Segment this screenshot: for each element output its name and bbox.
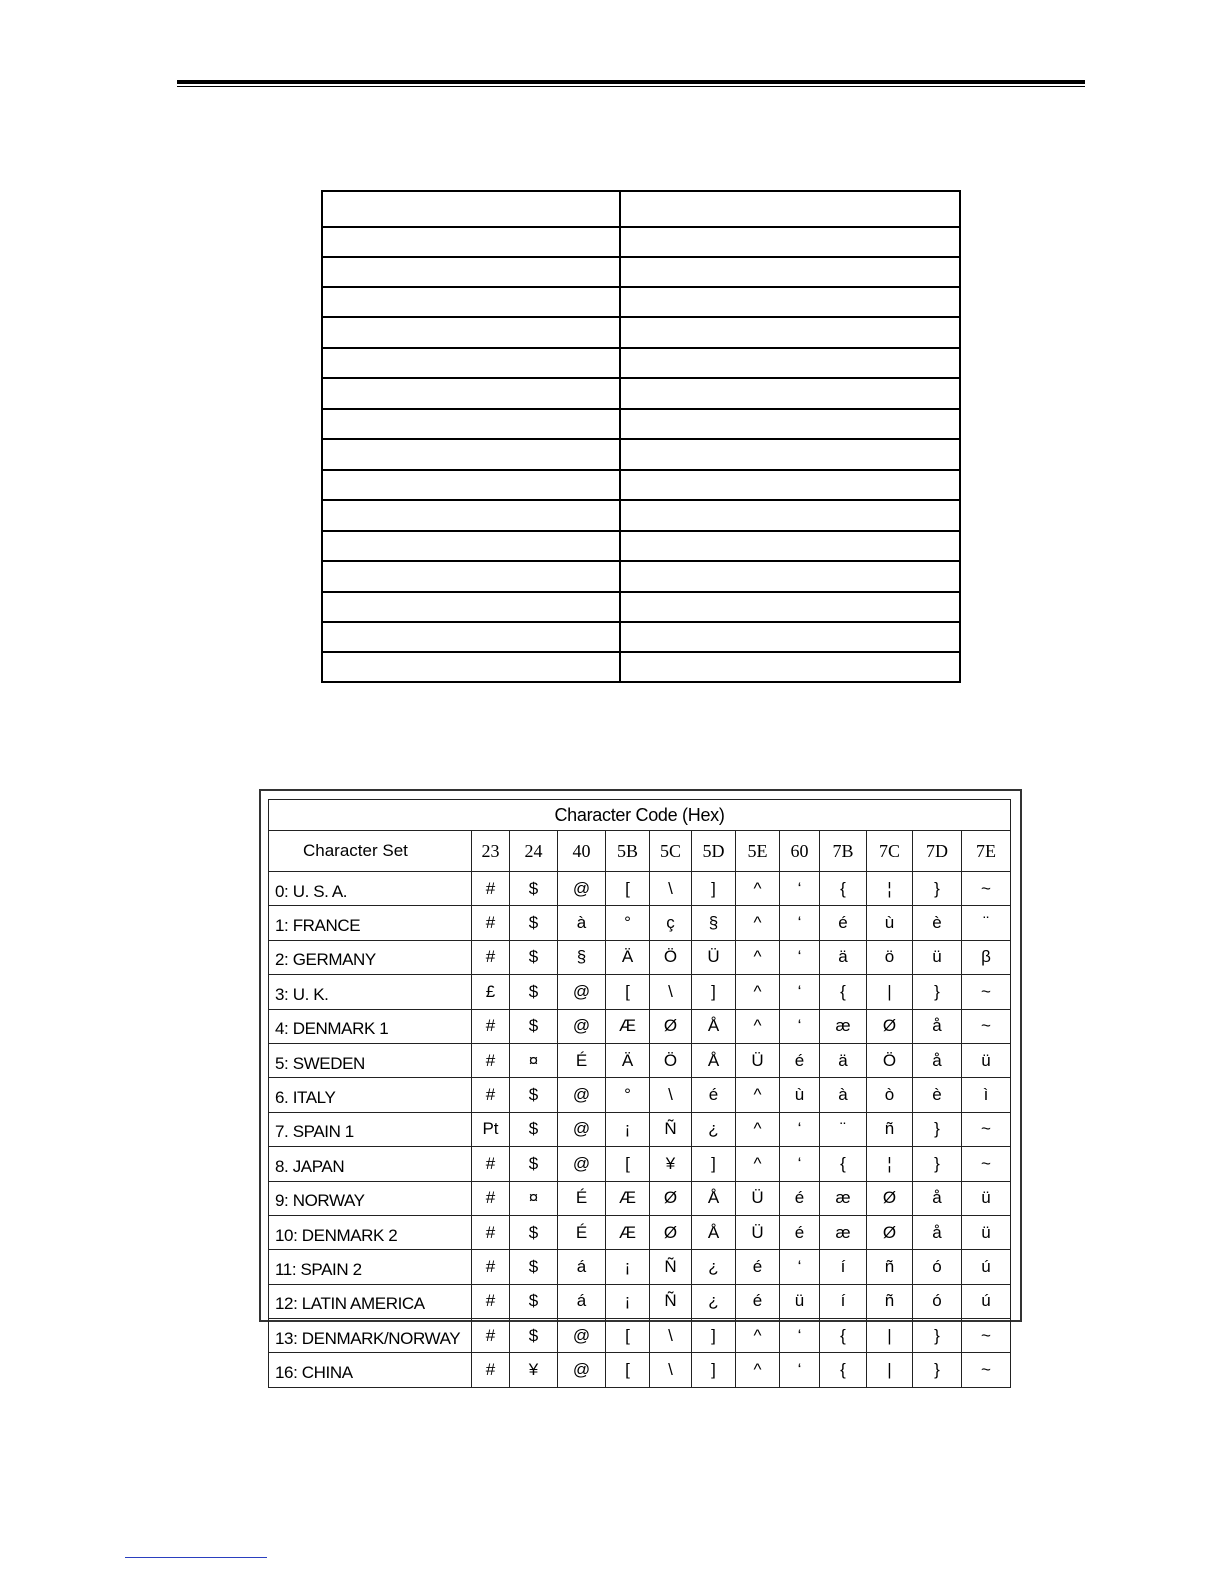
character-cell: Ø xyxy=(650,1009,692,1043)
character-cell: \ xyxy=(650,872,692,906)
character-cell: Ü xyxy=(692,940,736,974)
character-cell: ü xyxy=(780,1284,820,1318)
character-cell: ‘ xyxy=(780,1147,820,1181)
table-row xyxy=(269,1078,1011,1112)
character-cell: Å xyxy=(692,1215,736,1249)
character-cell: £ xyxy=(472,975,510,1009)
character-cell: Ñ xyxy=(650,1250,692,1284)
character-cell: ^ xyxy=(736,1147,780,1181)
character-cell: ^ xyxy=(736,1353,780,1387)
table-row xyxy=(269,1319,1011,1353)
character-cell: ä xyxy=(820,940,867,974)
character-set-name: 3: U. K. xyxy=(269,975,472,1009)
table-rule xyxy=(323,316,959,318)
table-row xyxy=(269,1250,1011,1284)
character-cell: ‘ xyxy=(780,906,820,940)
character-cell: @ xyxy=(558,1112,606,1146)
character-cell: ¿ xyxy=(692,1112,736,1146)
character-cell: # xyxy=(472,906,510,940)
character-cell: | xyxy=(867,1353,913,1387)
character-cell: { xyxy=(820,975,867,1009)
character-set-name: 9: NORWAY xyxy=(269,1181,472,1215)
table-rule xyxy=(323,347,959,349)
character-set-name: 11: SPAIN 2 xyxy=(269,1250,472,1284)
empty-ruled-table xyxy=(321,190,961,683)
table-row xyxy=(269,1043,1011,1077)
table-rule xyxy=(323,621,959,623)
character-cell: @ xyxy=(558,1353,606,1387)
character-cell: ì xyxy=(962,1078,1011,1112)
character-set-name: 13: DENMARK/NORWAY xyxy=(269,1319,472,1353)
character-cell: } xyxy=(913,1319,962,1353)
table-rule xyxy=(323,408,959,410)
character-cell: ¥ xyxy=(510,1353,558,1387)
character-cell: } xyxy=(913,872,962,906)
character-cell: Ø xyxy=(867,1215,913,1249)
character-cell: @ xyxy=(558,1147,606,1181)
table-rule xyxy=(323,469,959,471)
character-set-name: 16: CHINA xyxy=(269,1353,472,1387)
character-cell: ü xyxy=(962,1215,1011,1249)
character-cell: ‘ xyxy=(780,975,820,1009)
character-cell: ç xyxy=(650,906,692,940)
character-cell: { xyxy=(820,1147,867,1181)
character-set-name: 8. JAPAN xyxy=(269,1147,472,1181)
character-cell: ^ xyxy=(736,975,780,1009)
character-cell: ¤ xyxy=(510,1181,558,1215)
character-cell: æ xyxy=(820,1009,867,1043)
character-cell: è xyxy=(913,1078,962,1112)
table-title: Character Code (Hex) xyxy=(269,800,1011,831)
character-cell: å xyxy=(913,1215,962,1249)
character-cell: ° xyxy=(606,906,650,940)
hex-column-header: 23 xyxy=(472,831,510,872)
character-cell: @ xyxy=(558,1009,606,1043)
character-cell: ù xyxy=(867,906,913,940)
character-cell: ‘ xyxy=(780,1112,820,1146)
character-cell: Ö xyxy=(650,1043,692,1077)
character-cell: Ø xyxy=(650,1181,692,1215)
hex-column-header: 5E xyxy=(736,831,780,872)
character-cell: $ xyxy=(510,1009,558,1043)
character-cell: ~ xyxy=(962,1112,1011,1146)
character-cell: # xyxy=(472,1147,510,1181)
table-rule xyxy=(323,499,959,501)
character-cell: é xyxy=(820,906,867,940)
character-cell: ¡ xyxy=(606,1284,650,1318)
character-set-name: 1: FRANCE xyxy=(269,906,472,940)
hex-column-header: 40 xyxy=(558,831,606,872)
character-set-name: 0: U. S. A. xyxy=(269,872,472,906)
character-cell: ‘ xyxy=(780,1250,820,1284)
hex-column-header: 5D xyxy=(692,831,736,872)
character-cell: å xyxy=(913,1009,962,1043)
character-cell: § xyxy=(558,940,606,974)
character-cell: ¿ xyxy=(692,1284,736,1318)
character-cell: ] xyxy=(692,1147,736,1181)
character-cell: ¡ xyxy=(606,1250,650,1284)
table-rule xyxy=(323,530,959,532)
character-cell: # xyxy=(472,1250,510,1284)
character-cell: Ø xyxy=(650,1215,692,1249)
character-cell: \ xyxy=(650,1353,692,1387)
character-cell: } xyxy=(913,1147,962,1181)
character-cell: Ø xyxy=(867,1009,913,1043)
character-cell: $ xyxy=(510,1319,558,1353)
character-cell: é xyxy=(780,1215,820,1249)
character-cell: } xyxy=(913,975,962,1009)
character-cell: ^ xyxy=(736,1078,780,1112)
table-rule xyxy=(323,256,959,258)
table-row xyxy=(269,906,1011,940)
character-set-name: 7. SPAIN 1 xyxy=(269,1112,472,1146)
header-rule xyxy=(177,80,1085,84)
character-code-table-frame xyxy=(259,789,1022,1383)
table-row xyxy=(269,940,1011,974)
character-set-name: 2: GERMANY xyxy=(269,940,472,974)
table-rule xyxy=(323,591,959,593)
character-cell: # xyxy=(472,940,510,974)
character-cell: ú xyxy=(962,1250,1011,1284)
hex-column-header: 60 xyxy=(780,831,820,872)
character-cell: \ xyxy=(650,1319,692,1353)
character-cell: $ xyxy=(510,1284,558,1318)
character-cell: ó xyxy=(913,1250,962,1284)
table-row xyxy=(269,1353,1011,1387)
character-cell: æ xyxy=(820,1181,867,1215)
character-cell: $ xyxy=(510,1078,558,1112)
character-cell: # xyxy=(472,1215,510,1249)
table-rule xyxy=(323,286,959,288)
table-row xyxy=(269,1009,1011,1043)
character-cell: $ xyxy=(510,906,558,940)
character-cell: Ö xyxy=(650,940,692,974)
character-set-name: 12: LATIN AMERICA xyxy=(269,1284,472,1318)
character-cell: ° xyxy=(606,1078,650,1112)
character-cell: í xyxy=(820,1250,867,1284)
hex-column-header: 7D xyxy=(913,831,962,872)
table-row xyxy=(269,1147,1011,1181)
character-cell: ^ xyxy=(736,906,780,940)
character-cell: Ñ xyxy=(650,1112,692,1146)
character-cell: ¡ xyxy=(606,1112,650,1146)
character-cell: Ñ xyxy=(650,1284,692,1318)
character-cell: à xyxy=(820,1078,867,1112)
character-cell: ä xyxy=(820,1043,867,1077)
character-cell: | xyxy=(867,1319,913,1353)
character-set-name: 10: DENMARK 2 xyxy=(269,1215,472,1249)
character-cell: é xyxy=(736,1284,780,1318)
header-rule-thin xyxy=(177,86,1085,87)
character-cell: ¿ xyxy=(692,1250,736,1284)
character-cell: ^ xyxy=(736,940,780,974)
character-cell: é xyxy=(736,1250,780,1284)
character-cell: ~ xyxy=(962,975,1011,1009)
character-cell: É xyxy=(558,1043,606,1077)
character-cell: É xyxy=(558,1215,606,1249)
character-set-name: 4: DENMARK 1 xyxy=(269,1009,472,1043)
character-cell: á xyxy=(558,1250,606,1284)
hex-column-header: 7B xyxy=(820,831,867,872)
table-rule xyxy=(323,651,959,653)
character-cell: ‘ xyxy=(780,1009,820,1043)
character-cell: β xyxy=(962,940,1011,974)
table-row xyxy=(269,975,1011,1009)
hex-column-header: 5B xyxy=(606,831,650,872)
table-row xyxy=(269,872,1011,906)
hex-column-header: 7C xyxy=(867,831,913,872)
character-cell: ò xyxy=(867,1078,913,1112)
table-rule xyxy=(323,226,959,228)
character-cell: é xyxy=(692,1078,736,1112)
character-cell: Ø xyxy=(867,1181,913,1215)
table-rule xyxy=(323,377,959,379)
character-cell: ] xyxy=(692,872,736,906)
character-cell: [ xyxy=(606,1319,650,1353)
character-cell: ^ xyxy=(736,1009,780,1043)
hex-column-header: 5C xyxy=(650,831,692,872)
character-cell: ú xyxy=(962,1284,1011,1318)
character-cell: æ xyxy=(820,1215,867,1249)
character-cell: å xyxy=(913,1043,962,1077)
character-cell: ü xyxy=(962,1181,1011,1215)
character-cell: ^ xyxy=(736,872,780,906)
character-set-name: 6. ITALY xyxy=(269,1078,472,1112)
character-set-name: 5: SWEDEN xyxy=(269,1043,472,1077)
character-cell: # xyxy=(472,1078,510,1112)
character-cell: # xyxy=(472,1043,510,1077)
footer-link-underline xyxy=(125,1557,267,1558)
character-cell: ] xyxy=(692,1353,736,1387)
character-cell: ü xyxy=(962,1043,1011,1077)
character-cell: Ä xyxy=(606,1043,650,1077)
character-cell: ~ xyxy=(962,1009,1011,1043)
character-set-header: Character Set xyxy=(269,831,472,872)
character-cell: ^ xyxy=(736,1112,780,1146)
character-cell: # xyxy=(472,1353,510,1387)
character-cell: ~ xyxy=(962,1353,1011,1387)
character-cell: $ xyxy=(510,1147,558,1181)
hex-column-header: 24 xyxy=(510,831,558,872)
character-cell: ù xyxy=(780,1078,820,1112)
character-cell: @ xyxy=(558,1319,606,1353)
character-cell: @ xyxy=(558,872,606,906)
character-cell: Å xyxy=(692,1181,736,1215)
table-row xyxy=(269,1112,1011,1146)
character-cell: ñ xyxy=(867,1250,913,1284)
character-cell: Å xyxy=(692,1009,736,1043)
table-rule xyxy=(323,438,959,440)
character-cell: { xyxy=(820,1319,867,1353)
character-cell: è xyxy=(913,906,962,940)
character-cell: \ xyxy=(650,975,692,1009)
character-cell: ¦ xyxy=(867,872,913,906)
character-cell: ~ xyxy=(962,872,1011,906)
table-row xyxy=(269,1284,1011,1318)
character-cell: # xyxy=(472,1009,510,1043)
character-cell: ñ xyxy=(867,1284,913,1318)
character-cell: ¨ xyxy=(820,1112,867,1146)
character-cell: \ xyxy=(650,1078,692,1112)
character-code-table xyxy=(268,799,1011,1388)
character-cell: ‘ xyxy=(780,940,820,974)
character-cell: ü xyxy=(913,940,962,974)
character-cell: @ xyxy=(558,975,606,1009)
character-cell: { xyxy=(820,1353,867,1387)
character-cell: ñ xyxy=(867,1112,913,1146)
character-cell: [ xyxy=(606,872,650,906)
character-cell: # xyxy=(472,872,510,906)
character-cell: ] xyxy=(692,1319,736,1353)
character-cell: | xyxy=(867,975,913,1009)
character-cell: } xyxy=(913,1353,962,1387)
character-cell: ~ xyxy=(962,1147,1011,1181)
character-cell: ¥ xyxy=(650,1147,692,1181)
character-cell: Ü xyxy=(736,1181,780,1215)
character-cell: $ xyxy=(510,1215,558,1249)
character-cell: ^ xyxy=(736,1319,780,1353)
character-cell: # xyxy=(472,1284,510,1318)
table-row xyxy=(269,1181,1011,1215)
hex-column-header: 7E xyxy=(962,831,1011,872)
character-cell: $ xyxy=(510,872,558,906)
character-cell: Æ xyxy=(606,1181,650,1215)
character-cell: ‘ xyxy=(780,1319,820,1353)
table-rule xyxy=(323,560,959,562)
character-cell: Æ xyxy=(606,1215,650,1249)
character-cell: Ü xyxy=(736,1043,780,1077)
character-cell: Å xyxy=(692,1043,736,1077)
character-cell: [ xyxy=(606,975,650,1009)
character-cell: ] xyxy=(692,975,736,1009)
character-cell: Ö xyxy=(867,1043,913,1077)
character-cell: ö xyxy=(867,940,913,974)
character-cell: § xyxy=(692,906,736,940)
character-cell: í xyxy=(820,1284,867,1318)
character-cell: é xyxy=(780,1043,820,1077)
character-cell: ¦ xyxy=(867,1147,913,1181)
character-cell: ‘ xyxy=(780,1353,820,1387)
character-cell: Æ xyxy=(606,1009,650,1043)
character-cell: { xyxy=(820,872,867,906)
character-cell: é xyxy=(780,1181,820,1215)
character-cell: @ xyxy=(558,1078,606,1112)
character-cell: $ xyxy=(510,1112,558,1146)
character-cell: $ xyxy=(510,975,558,1009)
character-cell: ‘ xyxy=(780,872,820,906)
character-cell: $ xyxy=(510,940,558,974)
table-row xyxy=(269,1215,1011,1249)
character-cell: Ä xyxy=(606,940,650,974)
character-cell: [ xyxy=(606,1353,650,1387)
character-cell: à xyxy=(558,906,606,940)
character-cell: É xyxy=(558,1181,606,1215)
character-cell: $ xyxy=(510,1250,558,1284)
character-cell: ¨ xyxy=(962,906,1011,940)
character-cell: # xyxy=(472,1319,510,1353)
character-cell: ¤ xyxy=(510,1043,558,1077)
character-cell: ó xyxy=(913,1284,962,1318)
character-cell: á xyxy=(558,1284,606,1318)
character-cell: Pt xyxy=(472,1112,510,1146)
character-cell: } xyxy=(913,1112,962,1146)
character-cell: Ü xyxy=(736,1215,780,1249)
character-cell: å xyxy=(913,1181,962,1215)
character-cell: # xyxy=(472,1181,510,1215)
character-cell: [ xyxy=(606,1147,650,1181)
column-divider xyxy=(619,192,621,681)
character-cell: ~ xyxy=(962,1319,1011,1353)
